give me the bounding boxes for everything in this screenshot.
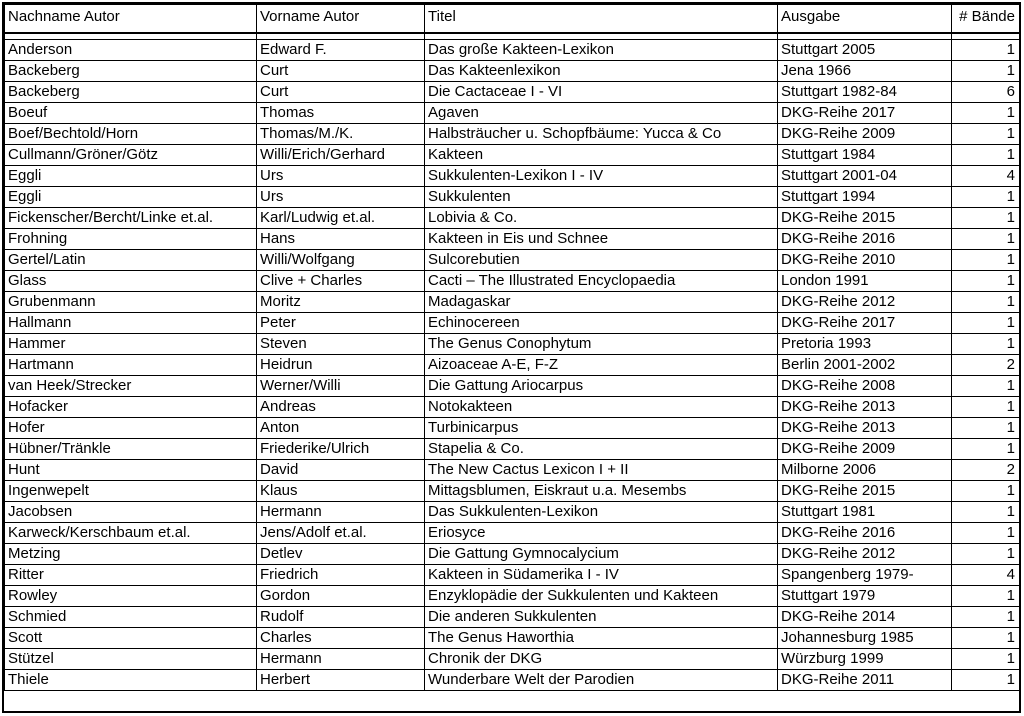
- cell-firstname: Hermann: [257, 649, 425, 670]
- table-row: [5, 334, 1020, 355]
- table-row: [5, 628, 1020, 649]
- cell-title: Das Sukkulenten-Lexikon: [425, 502, 778, 523]
- cell-lastname: Ingenwepelt: [5, 481, 257, 502]
- header-lastname: Nachname Autor: [5, 5, 257, 34]
- cell-title: Die Gattung Gymnocalycium: [425, 544, 778, 565]
- cell-title: Die Cactaceae I - VI: [425, 82, 778, 103]
- cell-title: Stapelia & Co.: [425, 439, 778, 460]
- cell-lastname: Jacobsen: [5, 502, 257, 523]
- cell-firstname: Gordon: [257, 586, 425, 607]
- cell-volumes: 1: [952, 376, 1020, 397]
- cell-edition: Stuttgart 1982-84: [778, 82, 952, 103]
- table-row: [5, 103, 1020, 124]
- header-firstname: Vorname Autor: [257, 5, 425, 34]
- cell-volumes: 2: [952, 355, 1020, 376]
- cell-title: Halbsträucher u. Schopfbäume: Yucca & Co: [425, 124, 778, 145]
- cell-firstname: Herbert: [257, 670, 425, 691]
- cell-lastname: Hallmann: [5, 313, 257, 334]
- cell-volumes: 1: [952, 502, 1020, 523]
- cell-volumes: 1: [952, 334, 1020, 355]
- cell-volumes: 1: [952, 313, 1020, 334]
- cell-title: Kakteen in Südamerika I - IV: [425, 565, 778, 586]
- cell-firstname: Andreas: [257, 397, 425, 418]
- table-row: [5, 208, 1020, 229]
- cell-lastname: Gertel/Latin: [5, 250, 257, 271]
- cell-lastname: Backeberg: [5, 61, 257, 82]
- cell-title: Madagaskar: [425, 292, 778, 313]
- cell-lastname: Ritter: [5, 565, 257, 586]
- cell-edition: DKG-Reihe 2017: [778, 313, 952, 334]
- cell-edition: Stuttgart 1979: [778, 586, 952, 607]
- cell-lastname: Hammer: [5, 334, 257, 355]
- cell-lastname: Anderson: [5, 40, 257, 61]
- cell-firstname: Curt: [257, 61, 425, 82]
- cell-title: Das Kakteenlexikon: [425, 61, 778, 82]
- cell-title: Enzyklopädie der Sukkulenten und Kakteen: [425, 586, 778, 607]
- cell-title: The New Cactus Lexicon I + II: [425, 460, 778, 481]
- cell-title: Die Gattung Ariocarpus: [425, 376, 778, 397]
- header-volumes: # Bände: [952, 5, 1020, 34]
- cell-volumes: 1: [952, 292, 1020, 313]
- table-row: [5, 565, 1020, 586]
- table-row: [5, 292, 1020, 313]
- cell-volumes: 4: [952, 166, 1020, 187]
- cell-edition: Stuttgart 2005: [778, 40, 952, 61]
- cell-firstname: Peter: [257, 313, 425, 334]
- table-row: [5, 355, 1020, 376]
- cell-lastname: Thiele: [5, 670, 257, 691]
- cell-edition: DKG-Reihe 2017: [778, 103, 952, 124]
- table-row: [5, 40, 1020, 61]
- cell-firstname: Friedrich: [257, 565, 425, 586]
- cell-edition: Johannesburg 1985: [778, 628, 952, 649]
- table-row: [5, 607, 1020, 628]
- cell-title: Mittagsblumen, Eiskraut u.a. Mesembs: [425, 481, 778, 502]
- cell-volumes: 1: [952, 229, 1020, 250]
- book-table: [4, 4, 1020, 691]
- cell-edition: Stuttgart 1984: [778, 145, 952, 166]
- cell-edition: DKG-Reihe 2013: [778, 418, 952, 439]
- cell-title: Turbinicarpus: [425, 418, 778, 439]
- cell-lastname: Boeuf: [5, 103, 257, 124]
- cell-edition: Jena 1966: [778, 61, 952, 82]
- cell-firstname: Steven: [257, 334, 425, 355]
- table-row: [5, 82, 1020, 103]
- table-row: [5, 502, 1020, 523]
- cell-firstname: Rudolf: [257, 607, 425, 628]
- cell-firstname: Thomas/M./K.: [257, 124, 425, 145]
- cell-volumes: 1: [952, 586, 1020, 607]
- cell-title: The Genus Conophytum: [425, 334, 778, 355]
- cell-lastname: Grubenmann: [5, 292, 257, 313]
- cell-firstname: Edward F.: [257, 40, 425, 61]
- cell-edition: DKG-Reihe 2010: [778, 250, 952, 271]
- cell-edition: Spangenberg 1979-: [778, 565, 952, 586]
- cell-edition: Pretoria 1993: [778, 334, 952, 355]
- table-row: [5, 397, 1020, 418]
- cell-firstname: Curt: [257, 82, 425, 103]
- cell-volumes: 1: [952, 397, 1020, 418]
- cell-title: Aizoaceae A-E, F-Z: [425, 355, 778, 376]
- cell-edition: DKG-Reihe 2016: [778, 229, 952, 250]
- cell-lastname: Cullmann/Gröner/Götz: [5, 145, 257, 166]
- table-row: [5, 187, 1020, 208]
- cell-title: Cacti – The Illustrated Encyclopaedia: [425, 271, 778, 292]
- cell-lastname: Eggli: [5, 166, 257, 187]
- cell-firstname: Thomas: [257, 103, 425, 124]
- cell-volumes: 1: [952, 187, 1020, 208]
- cell-title: Chronik der DKG: [425, 649, 778, 670]
- table-row: [5, 61, 1020, 82]
- cell-lastname: Backeberg: [5, 82, 257, 103]
- cell-firstname: Detlev: [257, 544, 425, 565]
- cell-firstname: Hans: [257, 229, 425, 250]
- cell-firstname: Friederike/Ulrich: [257, 439, 425, 460]
- cell-volumes: 1: [952, 544, 1020, 565]
- cell-title: Sukkulenten: [425, 187, 778, 208]
- table-row: [5, 439, 1020, 460]
- cell-volumes: 1: [952, 481, 1020, 502]
- cell-volumes: 1: [952, 670, 1020, 691]
- cell-volumes: 1: [952, 250, 1020, 271]
- cell-firstname: Heidrun: [257, 355, 425, 376]
- cell-edition: Stuttgart 1981: [778, 502, 952, 523]
- table-row: [5, 544, 1020, 565]
- cell-edition: DKG-Reihe 2008: [778, 376, 952, 397]
- cell-edition: DKG-Reihe 2009: [778, 124, 952, 145]
- cell-title: Wunderbare Welt der Parodien: [425, 670, 778, 691]
- cell-firstname: Werner/Willi: [257, 376, 425, 397]
- cell-title: Agaven: [425, 103, 778, 124]
- cell-edition: DKG-Reihe 2013: [778, 397, 952, 418]
- cell-firstname: Karl/Ludwig et.al.: [257, 208, 425, 229]
- cell-volumes: 1: [952, 523, 1020, 544]
- cell-title: Echinocereen: [425, 313, 778, 334]
- cell-title: Notokakteen: [425, 397, 778, 418]
- cell-title: Kakteen in Eis und Schnee: [425, 229, 778, 250]
- book-table-sheet: [2, 2, 1021, 713]
- cell-lastname: Hofacker: [5, 397, 257, 418]
- cell-firstname: Clive + Charles: [257, 271, 425, 292]
- cell-title: Das große Kakteen-Lexikon: [425, 40, 778, 61]
- cell-edition: Stuttgart 2001-04: [778, 166, 952, 187]
- cell-volumes: 1: [952, 418, 1020, 439]
- header-title: Titel: [425, 5, 778, 34]
- table-row: [5, 250, 1020, 271]
- cell-edition: DKG-Reihe 2015: [778, 481, 952, 502]
- header-row: [5, 5, 1020, 34]
- table-row: [5, 376, 1020, 397]
- table-row: [5, 229, 1020, 250]
- table-row: [5, 166, 1020, 187]
- cell-volumes: 1: [952, 124, 1020, 145]
- table-row: [5, 481, 1020, 502]
- cell-volumes: 2: [952, 460, 1020, 481]
- cell-firstname: Anton: [257, 418, 425, 439]
- cell-edition: DKG-Reihe 2015: [778, 208, 952, 229]
- cell-title: Sulcorebutien: [425, 250, 778, 271]
- cell-title: Lobivia & Co.: [425, 208, 778, 229]
- cell-edition: Stuttgart 1994: [778, 187, 952, 208]
- cell-lastname: Hunt: [5, 460, 257, 481]
- cell-edition: DKG-Reihe 2009: [778, 439, 952, 460]
- table-row: [5, 313, 1020, 334]
- cell-volumes: 1: [952, 40, 1020, 61]
- cell-volumes: 1: [952, 271, 1020, 292]
- cell-edition: DKG-Reihe 2012: [778, 544, 952, 565]
- cell-edition: Würzburg 1999: [778, 649, 952, 670]
- cell-volumes: 1: [952, 607, 1020, 628]
- cell-firstname: Charles: [257, 628, 425, 649]
- cell-edition: London 1991: [778, 271, 952, 292]
- cell-lastname: Fickenscher/Bercht/Linke et.al.: [5, 208, 257, 229]
- header-edition: Ausgabe: [778, 5, 952, 34]
- cell-firstname: Moritz: [257, 292, 425, 313]
- cell-lastname: Frohning: [5, 229, 257, 250]
- cell-title: Kakteen: [425, 145, 778, 166]
- cell-volumes: 6: [952, 82, 1020, 103]
- cell-title: Sukkulenten-Lexikon I - IV: [425, 166, 778, 187]
- cell-edition: DKG-Reihe 2011: [778, 670, 952, 691]
- cell-volumes: 1: [952, 145, 1020, 166]
- cell-edition: Milborne 2006: [778, 460, 952, 481]
- table-row: [5, 124, 1020, 145]
- cell-firstname: Willi/Wolfgang: [257, 250, 425, 271]
- cell-volumes: 1: [952, 208, 1020, 229]
- cell-volumes: 1: [952, 103, 1020, 124]
- cell-lastname: Hartmann: [5, 355, 257, 376]
- cell-firstname: Willi/Erich/Gerhard: [257, 145, 425, 166]
- cell-lastname: Eggli: [5, 187, 257, 208]
- table-body: [5, 33, 1020, 691]
- cell-firstname: Klaus: [257, 481, 425, 502]
- cell-lastname: Hofer: [5, 418, 257, 439]
- table-row: [5, 418, 1020, 439]
- cell-lastname: Scott: [5, 628, 257, 649]
- cell-firstname: Urs: [257, 187, 425, 208]
- cell-volumes: 1: [952, 628, 1020, 649]
- cell-lastname: Boef/Bechtold/Horn: [5, 124, 257, 145]
- cell-firstname: Hermann: [257, 502, 425, 523]
- cell-firstname: Jens/Adolf et.al.: [257, 523, 425, 544]
- cell-title: The Genus Haworthia: [425, 628, 778, 649]
- cell-volumes: 1: [952, 649, 1020, 670]
- cell-edition: DKG-Reihe 2014: [778, 607, 952, 628]
- cell-edition: DKG-Reihe 2016: [778, 523, 952, 544]
- cell-firstname: Urs: [257, 166, 425, 187]
- cell-lastname: Karweck/Kerschbaum et.al.: [5, 523, 257, 544]
- cell-volumes: 1: [952, 439, 1020, 460]
- cell-title: Eriosyce: [425, 523, 778, 544]
- cell-lastname: van Heek/Strecker: [5, 376, 257, 397]
- cell-lastname: Glass: [5, 271, 257, 292]
- cell-volumes: 1: [952, 61, 1020, 82]
- cell-volumes: 4: [952, 565, 1020, 586]
- cell-lastname: Stützel: [5, 649, 257, 670]
- cell-lastname: Hübner/Tränkle: [5, 439, 257, 460]
- table-row: [5, 271, 1020, 292]
- cell-edition: DKG-Reihe 2012: [778, 292, 952, 313]
- cell-firstname: David: [257, 460, 425, 481]
- table-row: [5, 670, 1020, 691]
- cell-title: Die anderen Sukkulenten: [425, 607, 778, 628]
- table-row: [5, 586, 1020, 607]
- cell-lastname: Schmied: [5, 607, 257, 628]
- cell-edition: Berlin 2001-2002: [778, 355, 952, 376]
- table-row: [5, 523, 1020, 544]
- table-row: [5, 145, 1020, 166]
- table-row: [5, 460, 1020, 481]
- table-row: [5, 649, 1020, 670]
- cell-lastname: Rowley: [5, 586, 257, 607]
- cell-lastname: Metzing: [5, 544, 257, 565]
